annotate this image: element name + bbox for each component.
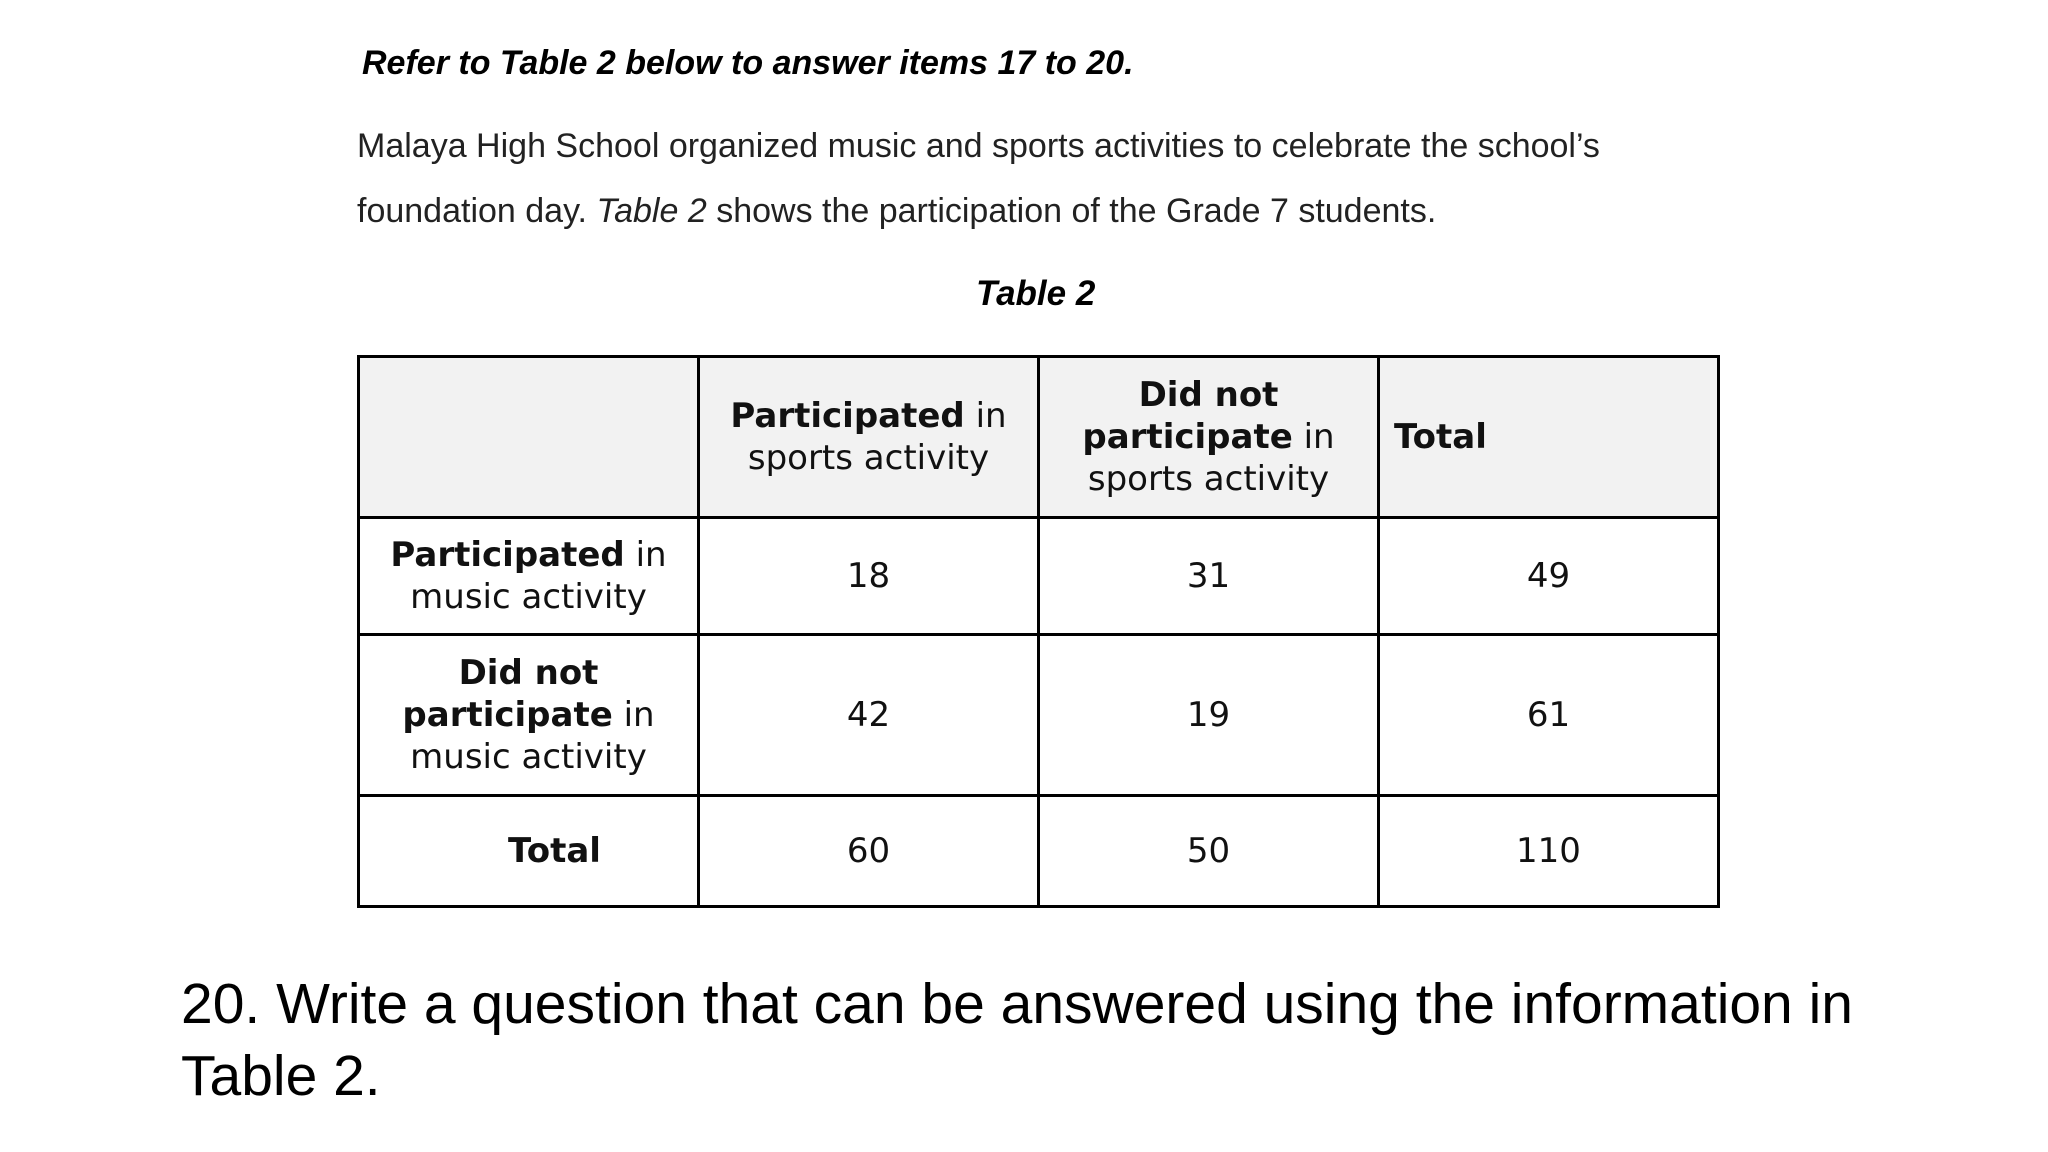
table-cell: 18	[699, 518, 1039, 635]
table-row	[359, 518, 1719, 635]
instruction-heading: Refer to Table 2 below to answer items 17 to 20.	[362, 44, 1134, 82]
header-total: Total	[1379, 357, 1719, 518]
table-cell: 60	[699, 796, 1039, 907]
table-cell: 49	[1379, 518, 1719, 635]
table-cell: 31	[1039, 518, 1379, 635]
intro-table-reference: Table 2	[596, 192, 707, 230]
participation-table	[357, 355, 1720, 908]
table-corner-cell	[359, 357, 699, 518]
table-cell: 42	[699, 635, 1039, 796]
intro-line-2-suffix: shows the participation of the Grade 7 students.	[706, 192, 1437, 230]
intro-line-2	[357, 179, 1757, 244]
question-line-1: 20. Write a question that can be answered using the information in	[181, 972, 1853, 1036]
table-cell: 110	[1379, 796, 1719, 907]
intro-paragraph	[357, 114, 1757, 244]
table-title: Table 2	[976, 274, 1096, 313]
table-row	[359, 635, 1719, 796]
question-20	[181, 968, 1981, 1112]
table-cell: 61	[1379, 635, 1719, 796]
table-total-row	[359, 796, 1719, 907]
intro-line-2-prefix: foundation day.	[357, 192, 597, 230]
row-label-total: Total	[359, 796, 699, 907]
table-header-row	[359, 357, 1719, 518]
row-label-participated-music: Participated in music activity	[359, 518, 699, 635]
table-cell: 50	[1039, 796, 1379, 907]
header-not-participated-sports: Did not participate in sports activity	[1039, 357, 1379, 518]
question-line-2: Table 2.	[181, 1044, 381, 1108]
table-cell: 19	[1039, 635, 1379, 796]
row-label-not-participated-music: Did not participate in music activity	[359, 635, 699, 796]
intro-line-1: Malaya High School organized music and sports activities to celebrate the school’s	[357, 127, 1600, 165]
header-participated-sports: Participated in sports activity	[699, 357, 1039, 518]
